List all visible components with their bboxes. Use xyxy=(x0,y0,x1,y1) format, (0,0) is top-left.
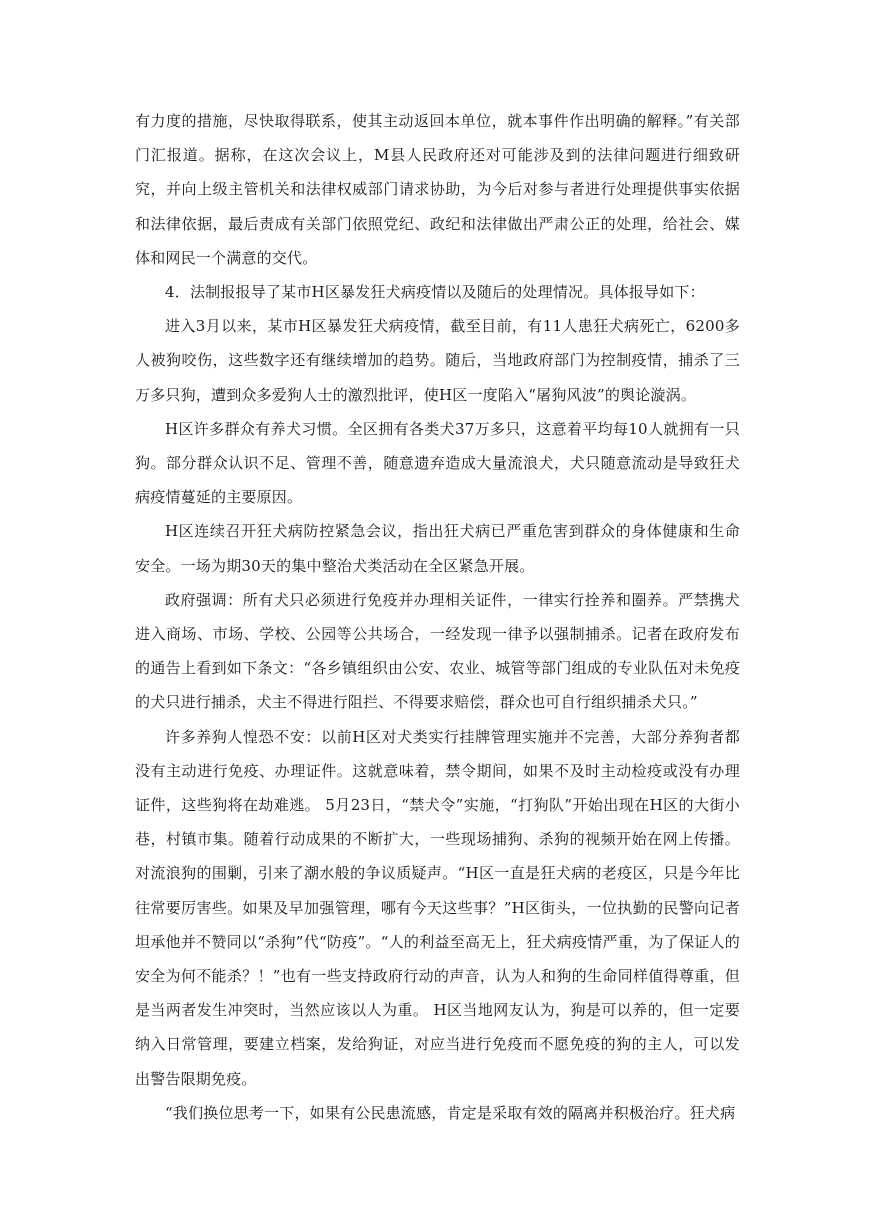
paragraph-dog-ownership: H区许多群众有养犬习惯。全区拥有各类犬37万多只，这意着平均每10人就拥有一只狗。部分群众认识不足、管理不善，随意遗弃造成大量流浪犬，犬只随意流动是导致狂犬病疫情蔓延的主要原因。 xyxy=(135,419,740,507)
document-body xyxy=(135,104,740,1130)
paragraph-continuation: 有力度的措施，尽快取得联系，使其主动返回本单位，就本事件作出明确的解释。”有关部门汇报道。据称，在这次会议上，M县人民政府还对可能涉及到的法律问题进行细致研究，并向上级主管机关和法律权威部门请求协助，为今后对参与者进行处理提供事实依据和法律依据，最后责成有关部门依照党纪、政纪和法律做出严肃公正的处理，给社会、媒体和网民一个满意的交代。 xyxy=(135,112,740,267)
paragraph-outbreak: 进入3月以来，某市H区暴发狂犬病疫情，截至目前，有11人患狂犬病死亡，6200多人被狗咬伤，这些数字还有继续增加的趋势。随后，当地政府部门为控制疫情，捕杀了三万多只狗，遭到众多爱狗人士的激烈批评，使H区一度陷入“屠狗风波”的舆论漩涡。 xyxy=(135,317,740,404)
paragraph-government-notice: 政府强调：所有犬只必须进行免疫并办理相关证件，一律实行拴养和圈养。严禁携犬进入商场、市场、学校、公园等公共场合，一经发现一律予以强制捕杀。记者在政府发布的通告上看到如下条文：“各乡镇组织由公安、农业、城管等部门组成的专业队伍对未免疫的犬只进行捕杀，犬主不得进行阻拦、不得要求赔偿，群众也可自行组织捕杀犬只。” xyxy=(135,590,740,712)
paragraph-emergency-meeting: H区连续召开狂犬病防控紧急会议，指出狂犬病已严重危害到群众的身体健康和生命安全。一场为期30天的集中整治犬类活动在全区紧急开展。 xyxy=(135,522,740,575)
paragraph-public-reaction: 许多养狗人惶恐不安：以前H区对犬类实行挂牌管理实施并不完善，大部分养狗者都没有主动进行免疫、办理证件。这就意味着，禁令期间，如果不及时主动检疫或没有办理证件，这些狗将在劫难逃。 5月23日，“禁犬令”实施，“打狗队”开始出现在H区的大街小巷，村镇市集。随着行动成果的不断扩大，一些现场捕狗、杀狗的视频开始在网上传播。对流浪狗的围剿，引来了潮水般的争议质疑声。“H区一直是狂犬病的老疫区，只是今年比往常要厉害些。如果及早加强管理，哪有今天这些事？”H区街头，一位执勤的民警向记者坦承他并不赞同以“杀狗”代“防疫”。“人的利益至高无上，狂犬病疫情严重，为了保证人的安全为何不能杀？！”也有一些支持政府行动的声音，认为人和狗的生命同样值得尊重，但是当两者发生冲突时，当然应该以人为重。 H区当地网友认为，狗是可以养的，但一定要纳入日常管理，要建立档案，发给狗证，对应当进行免疫而不愿免疫的狗的主人，可以发出警告限期免疫。 xyxy=(135,727,740,1088)
paragraph-quote-start: “我们换位思考一下，如果有公民患流感，肯定是采取有效的隔离并积极治疗。狂犬病 xyxy=(165,1103,736,1122)
paragraph-item-4-heading: 4．法制报报导了某市H区暴发狂犬病疫情以及随后的处理情况。具体报导如下： xyxy=(165,283,705,302)
